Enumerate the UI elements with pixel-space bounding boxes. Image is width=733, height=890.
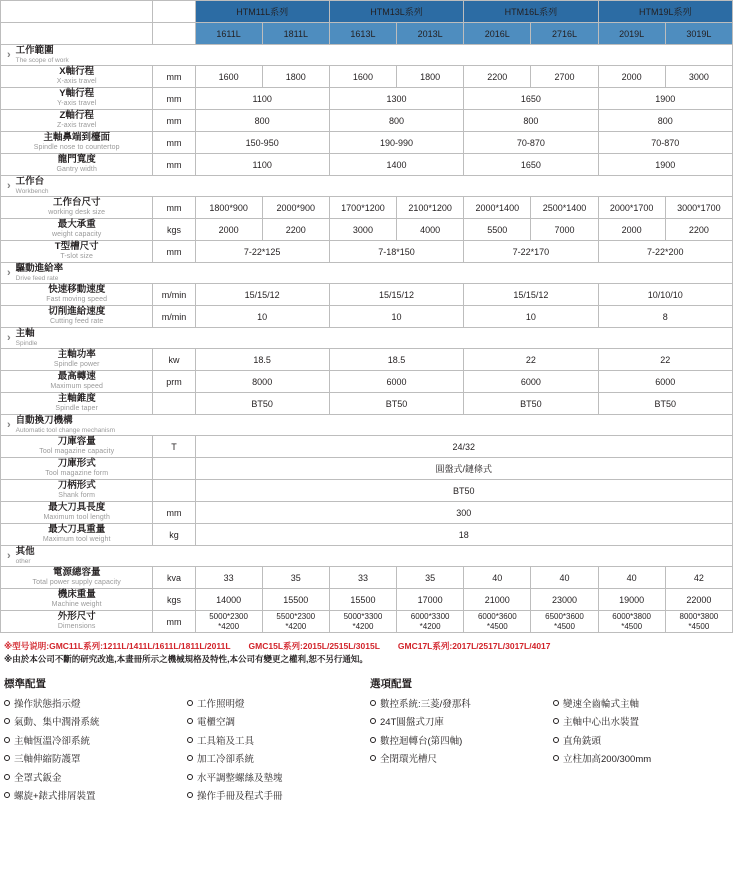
- spec-unit: mm: [153, 154, 195, 176]
- config-item: 三軸伸縮防護罩: [4, 751, 183, 770]
- spec-row: [1, 154, 733, 176]
- spec-value: 2700: [531, 66, 598, 88]
- standard-config-column-2: [183, 696, 366, 807]
- config-item: 全罩式鈑金: [4, 770, 183, 789]
- spec-value: 10/10/10: [598, 284, 732, 306]
- spec-row: [1, 88, 733, 110]
- spec-label: 外形尺寸 Dimensions: [1, 611, 153, 633]
- section-title-en: other: [15, 557, 31, 565]
- config-item: 工具箱及工具: [187, 733, 366, 752]
- spec-value: 800: [329, 110, 463, 132]
- spec-label: 刀庫容量 Tool magazine capacity: [1, 436, 153, 458]
- config-item: 主軸恆溫冷卻系統: [4, 733, 183, 752]
- bullet-icon: [4, 755, 10, 761]
- spec-value: 18.5: [329, 349, 463, 371]
- spec-unit: [153, 393, 195, 415]
- config-item: 立柱加高200/300mm: [553, 751, 732, 770]
- spec-value: 10: [329, 306, 463, 328]
- spec-value: 1650: [464, 154, 598, 176]
- spec-value: 21000: [464, 589, 531, 611]
- section-title-cn: 工作台: [15, 176, 45, 188]
- spec-label: 刀庫形式 Tool magazine form: [1, 458, 153, 480]
- series-header-row: [1, 1, 733, 23]
- footnote-line2: ※由於本公司不斷的研究改進,本畫冊所示之機械規格及特性,本公司有變更之權利,恕不另行通知。: [4, 654, 368, 665]
- config-item: 數控系統:三菱/發那科: [370, 696, 549, 715]
- spec-value: 70-870: [598, 132, 732, 154]
- spec-value: 2200: [262, 219, 329, 241]
- bullet-icon: [553, 755, 559, 761]
- section-title-en: The scope of work: [15, 56, 69, 64]
- series-header: HTM13L系列: [329, 1, 463, 23]
- spec-unit: mm: [153, 110, 195, 132]
- spec-value: 7-22*125: [195, 241, 329, 263]
- spec-row: [1, 436, 733, 458]
- section-row: [1, 415, 733, 436]
- spec-value: 2000*1400: [464, 197, 531, 219]
- section-header-cell: [1, 546, 733, 567]
- section-title-en: Spindle: [15, 339, 38, 347]
- bullet-icon: [370, 737, 376, 743]
- model-header: 2016L: [464, 23, 531, 45]
- spec-value: 2000: [598, 66, 665, 88]
- corner-blank-unit: [153, 1, 195, 23]
- model-header-row: [1, 23, 733, 45]
- section-title-en: Drive feed rate: [15, 274, 59, 282]
- spec-value: 3000*1700: [665, 197, 732, 219]
- config-item: 工作照明燈: [187, 696, 366, 715]
- spec-value: 1900: [598, 154, 732, 176]
- spec-label: 最高轉速 Maximum speed: [1, 371, 153, 393]
- optional-config-title: 選項配置: [370, 677, 412, 690]
- section-title-cn: 驅動進給率: [15, 263, 64, 275]
- bullet-icon: [187, 774, 193, 780]
- series-header: HTM16L系列: [464, 1, 598, 23]
- spec-row: [1, 241, 733, 263]
- spec-value: 1300: [329, 88, 463, 110]
- spec-value: BT50: [329, 393, 463, 415]
- corner-blank-unit2: [153, 23, 195, 45]
- spec-value: 3000: [665, 66, 732, 88]
- spec-row: [1, 524, 733, 546]
- spec-value: 800: [195, 110, 329, 132]
- config-item: 主軸中心出水裝置: [553, 714, 732, 733]
- spec-value: 8: [598, 306, 732, 328]
- spec-value: 800: [464, 110, 598, 132]
- spec-value: 5500*2300 *4200: [262, 611, 329, 633]
- section-header-cell: [1, 328, 733, 349]
- spec-value: BT50: [195, 480, 732, 502]
- spec-value: 7-22*170: [464, 241, 598, 263]
- spec-value: BT50: [195, 393, 329, 415]
- spec-value: 2200: [464, 66, 531, 88]
- spec-value: 18.5: [195, 349, 329, 371]
- spec-value: BT50: [598, 393, 732, 415]
- section-title-cn: 自動換刀機構: [15, 415, 73, 427]
- spec-unit: m/min: [153, 284, 195, 306]
- spec-row: [1, 589, 733, 611]
- model-header: 1611L: [195, 23, 262, 45]
- bullet-icon: [370, 718, 376, 724]
- config-item: 螺旋+錶式排屑裝置: [4, 788, 183, 807]
- spec-label: Y軸行程 Y-axis travel: [1, 88, 153, 110]
- spec-value: 1700*1200: [329, 197, 396, 219]
- spec-unit: mm: [153, 66, 195, 88]
- spec-value: 33: [329, 567, 396, 589]
- footnote-segment: GMC17L系列:2017L/2517L/3017L/4017: [397, 641, 551, 651]
- spec-value: 17000: [397, 589, 464, 611]
- spec-value: 40: [598, 567, 665, 589]
- section-header-cell: [1, 176, 733, 197]
- spec-row: [1, 611, 733, 633]
- spec-value: 33: [195, 567, 262, 589]
- bullet-icon: [4, 774, 10, 780]
- spec-label: 最大刀具長度 Maximum tool length: [1, 502, 153, 524]
- spec-value: 1600: [195, 66, 262, 88]
- standard-config-column-1: [0, 696, 183, 807]
- spec-value: 7000: [531, 219, 598, 241]
- spec-unit: kg: [153, 524, 195, 546]
- standard-config-title: 標準配置: [4, 677, 46, 690]
- spec-value: 24/32: [195, 436, 732, 458]
- spec-unit: mm: [153, 88, 195, 110]
- config-item: 操作手冊及程式手冊: [187, 788, 366, 807]
- spec-unit: mm: [153, 132, 195, 154]
- spec-unit: kva: [153, 567, 195, 589]
- spec-unit: mm: [153, 241, 195, 263]
- config-item: 加工冷卻系統: [187, 751, 366, 770]
- section-header-cell: [1, 263, 733, 284]
- config-item: 電櫃空調: [187, 714, 366, 733]
- spec-label: 主軸鼻端到檯面 Spindle nose to countertop: [1, 132, 153, 154]
- configuration-area: [0, 675, 733, 807]
- spec-label: X軸行程 X-axis travel: [1, 66, 153, 88]
- spec-label: 刀柄形式 Shank form: [1, 480, 153, 502]
- spec-row: [1, 371, 733, 393]
- model-header: 1613L: [329, 23, 396, 45]
- spec-value: 6500*3600 *4500: [531, 611, 598, 633]
- spec-value: 15/15/12: [329, 284, 463, 306]
- bullet-icon: [187, 755, 193, 761]
- section-row: [1, 176, 733, 197]
- section-title-en: Workbench: [15, 187, 49, 195]
- spec-value: 4000: [397, 219, 464, 241]
- spec-value: 40: [531, 567, 598, 589]
- spec-value: 8000: [195, 371, 329, 393]
- spec-value: 15500: [262, 589, 329, 611]
- bullet-icon: [187, 700, 193, 706]
- spec-label: 最大刀具重量 Maximum tool weight: [1, 524, 153, 546]
- spec-value: 35: [397, 567, 464, 589]
- spec-row: [1, 480, 733, 502]
- section-row: [1, 328, 733, 349]
- bullet-icon: [553, 718, 559, 724]
- spec-unit: m/min: [153, 306, 195, 328]
- footnote-segment: ※型号说明:GMC11L系列:1211L/1411L/1611L/1811L/2011L: [4, 641, 231, 651]
- spec-value: 5500: [464, 219, 531, 241]
- spec-value: 圓盤式/鏈條式: [195, 458, 732, 480]
- config-item: 氣動、集中潤滑系統: [4, 714, 183, 733]
- model-header: 2013L: [397, 23, 464, 45]
- spec-unit: T: [153, 436, 195, 458]
- spec-value: 22: [464, 349, 598, 371]
- spec-unit: mm: [153, 611, 195, 633]
- standard-configuration: [0, 676, 366, 807]
- spec-value: 2500*1400: [531, 197, 598, 219]
- spec-unit: mm: [153, 197, 195, 219]
- spec-value: 1800: [262, 66, 329, 88]
- spec-value: 15500: [329, 589, 396, 611]
- footnote-line1: [4, 640, 733, 652]
- series-header: HTM19L系列: [598, 1, 732, 23]
- bullet-icon: [370, 755, 376, 761]
- section-title-en: Automatic tool change mechanism: [15, 426, 116, 434]
- section-title-cn: 工作範圍: [15, 45, 54, 57]
- config-item: 全閉環光槽尺: [370, 751, 549, 770]
- config-item: 數控迴轉台(第四軸): [370, 733, 549, 752]
- chevron-right-icon: ›: [7, 418, 11, 431]
- spec-unit: mm: [153, 502, 195, 524]
- bullet-icon: [4, 737, 10, 743]
- spec-value: 10: [195, 306, 329, 328]
- corner-blank: [1, 1, 153, 23]
- spec-row: [1, 197, 733, 219]
- section-header-cell: [1, 415, 733, 436]
- spec-value: 2100*1200: [397, 197, 464, 219]
- spec-row: [1, 458, 733, 480]
- spec-value: 1600: [329, 66, 396, 88]
- config-item: 水平調整螺絲及墊塊: [187, 770, 366, 789]
- corner-blank2: [1, 23, 153, 45]
- spec-value: 1100: [195, 154, 329, 176]
- spec-value: 8000*3800 *4500: [665, 611, 732, 633]
- spec-value: 42: [665, 567, 732, 589]
- bullet-icon: [553, 700, 559, 706]
- spec-label: 龍門寬度 Gantry width: [1, 154, 153, 176]
- spec-label: 最大承重 weight capacity: [1, 219, 153, 241]
- section-title-cn: 其他: [15, 546, 35, 558]
- bullet-icon: [553, 737, 559, 743]
- spec-row: [1, 349, 733, 371]
- spec-label: 電源總容量 Total power supply capacity: [1, 567, 153, 589]
- spec-unit: [153, 480, 195, 502]
- model-header: 2716L: [531, 23, 598, 45]
- spec-value: 22000: [665, 589, 732, 611]
- spec-value: 14000: [195, 589, 262, 611]
- chevron-right-icon: ›: [7, 331, 11, 344]
- spec-value: 1400: [329, 154, 463, 176]
- spec-label: 主軸錐度 Spindle taper: [1, 393, 153, 415]
- spec-label: 工作台尺寸 working desk size: [1, 197, 153, 219]
- model-header: 2019L: [598, 23, 665, 45]
- spec-value: 6000*3300 *4200: [397, 611, 464, 633]
- spec-value: 18: [195, 524, 732, 546]
- spec-unit: kgs: [153, 219, 195, 241]
- spec-value: 2000*900: [262, 197, 329, 219]
- spec-value: 800: [598, 110, 732, 132]
- config-item: 24T圓盤式刀庫: [370, 714, 549, 733]
- spec-label: T型槽尺寸 T-slot size: [1, 241, 153, 263]
- spec-value: 6000: [464, 371, 598, 393]
- section-title-cn: 主軸: [15, 328, 35, 340]
- spec-row: [1, 219, 733, 241]
- spec-value: 15/15/12: [195, 284, 329, 306]
- spec-row: [1, 132, 733, 154]
- optional-config-column-2: [549, 696, 732, 770]
- spec-row: [1, 567, 733, 589]
- chevron-right-icon: ›: [7, 179, 11, 192]
- spec-value: 70-870: [464, 132, 598, 154]
- chevron-right-icon: ›: [7, 48, 11, 61]
- spec-row: [1, 306, 733, 328]
- config-item: 直角銑頭: [553, 733, 732, 752]
- spec-value: 1650: [464, 88, 598, 110]
- spec-row: [1, 502, 733, 524]
- spec-value: 5000*3300 *4200: [329, 611, 396, 633]
- spec-value: 300: [195, 502, 732, 524]
- spec-unit: kw: [153, 349, 195, 371]
- spec-row: [1, 393, 733, 415]
- section-header-cell: [1, 45, 733, 66]
- spec-value: 2000: [598, 219, 665, 241]
- bullet-icon: [4, 718, 10, 724]
- chevron-right-icon: ›: [7, 266, 11, 279]
- spec-row: [1, 284, 733, 306]
- bullet-icon: [370, 700, 376, 706]
- spec-value: 6000: [329, 371, 463, 393]
- bullet-icon: [187, 737, 193, 743]
- spec-unit: kgs: [153, 589, 195, 611]
- spec-row: [1, 66, 733, 88]
- config-item: 操作狀態指示燈: [4, 696, 183, 715]
- spec-value: 6000*3800 *4500: [598, 611, 665, 633]
- spec-value: 6000*3600 *4500: [464, 611, 531, 633]
- spec-label: 切削進給速度 Cutting feed rate: [1, 306, 153, 328]
- spec-value: 23000: [531, 589, 598, 611]
- series-header: HTM11L系列: [195, 1, 329, 23]
- section-row: [1, 546, 733, 567]
- spec-unit: [153, 458, 195, 480]
- bullet-icon: [187, 718, 193, 724]
- model-header: 1811L: [262, 23, 329, 45]
- spec-value: 35: [262, 567, 329, 589]
- spec-value: 1900: [598, 88, 732, 110]
- spec-value: 15/15/12: [464, 284, 598, 306]
- spec-value: 1800: [397, 66, 464, 88]
- spec-value: 6000: [598, 371, 732, 393]
- spec-value: 7-22*200: [598, 241, 732, 263]
- spec-value: 2000: [195, 219, 262, 241]
- bullet-icon: [4, 700, 10, 706]
- spec-value: 7-18*150: [329, 241, 463, 263]
- model-header: 3019L: [665, 23, 732, 45]
- footnote-segment: GMC15L系列:2015L/2515L/3015L: [248, 641, 380, 651]
- spec-value: 5000*2300 *4200: [195, 611, 262, 633]
- spec-value: 1800*900: [195, 197, 262, 219]
- spec-value: 150-950: [195, 132, 329, 154]
- footnotes: [4, 640, 733, 666]
- spec-unit: prm: [153, 371, 195, 393]
- optional-configuration: [366, 676, 732, 807]
- spec-value: 40: [464, 567, 531, 589]
- spec-value: 2000*1700: [598, 197, 665, 219]
- spec-label: 主軸功率 Spindle power: [1, 349, 153, 371]
- spec-label: 機床重量 Machine weight: [1, 589, 153, 611]
- spec-value: 19000: [598, 589, 665, 611]
- spec-value: 3000: [329, 219, 396, 241]
- optional-config-column-1: [366, 696, 549, 770]
- spec-value: 2200: [665, 219, 732, 241]
- spec-value: 190-990: [329, 132, 463, 154]
- spec-value: 10: [464, 306, 598, 328]
- config-item: 變速全齒輪式主軸: [553, 696, 732, 715]
- spec-value: 22: [598, 349, 732, 371]
- spec-label: 快速移動速度 Fast moving speed: [1, 284, 153, 306]
- chevron-right-icon: ›: [7, 549, 11, 562]
- spec-value: BT50: [464, 393, 598, 415]
- section-row: [1, 45, 733, 66]
- bullet-icon: [4, 792, 10, 798]
- bullet-icon: [187, 792, 193, 798]
- spec-label: Z軸行程 Z-axis travel: [1, 110, 153, 132]
- spec-row: [1, 110, 733, 132]
- spec-value: 1100: [195, 88, 329, 110]
- section-row: [1, 263, 733, 284]
